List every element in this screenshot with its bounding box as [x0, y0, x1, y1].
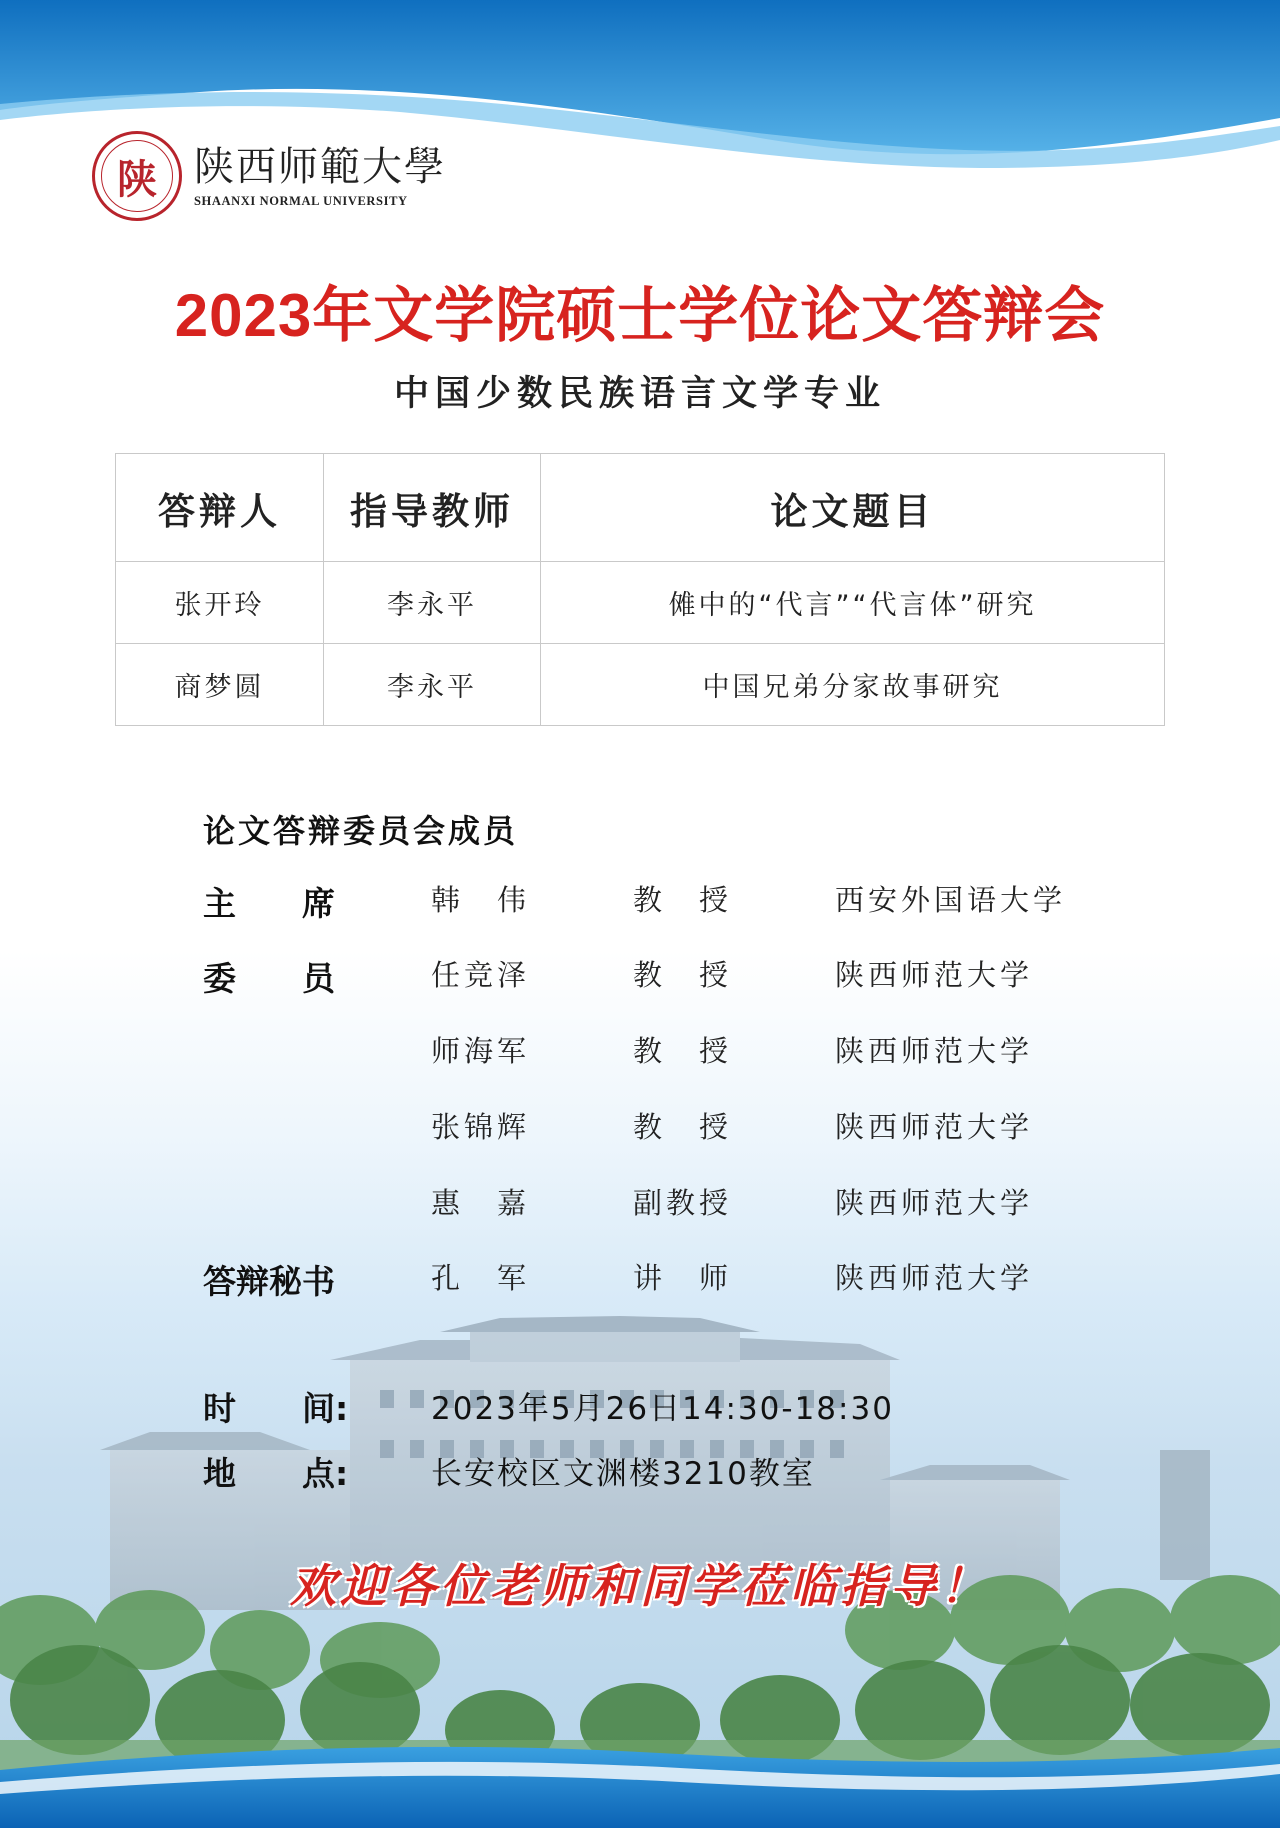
defense-table — [115, 453, 1165, 726]
welcome-banner: 欢迎各位老师和同学莅临指导！ — [290, 1559, 990, 1613]
committee-member-row — [0, 1181, 1280, 1221]
advisor-name: 李永平 — [324, 644, 541, 726]
committee-member-row — [0, 953, 1280, 998]
member-institution: 陕西师范大学 — [835, 958, 1034, 992]
member-institution: 陕西师范大学 — [835, 1186, 1034, 1220]
thesis-title: 中国兄弟分家故事研究 — [541, 644, 1165, 726]
table-header-row — [116, 454, 1165, 562]
place-value: 长安校区文渊楼3210教室 — [431, 1456, 815, 1492]
place-label: 地 点: — [203, 1454, 349, 1493]
university-name-cn: 陕西师範大學 — [194, 143, 446, 190]
member-title: 教 授 — [633, 883, 733, 917]
header-thesis-title: 论文题目 — [541, 454, 1165, 562]
time-value: 2023年5月26日14:30-18:30 — [431, 1391, 894, 1427]
defender-name: 商梦圆 — [116, 644, 324, 726]
time-row — [0, 1383, 1280, 1428]
member-role: 答辩秘书 — [203, 1262, 335, 1301]
committee-member-row — [0, 1029, 1280, 1069]
table-row — [116, 562, 1165, 644]
committee-heading: 论文答辩委员会成员 — [203, 812, 519, 850]
member-institution: 陕西师范大学 — [835, 1261, 1034, 1295]
member-institution: 西安外国语大学 — [835, 883, 1067, 917]
member-role: 主 席 — [203, 884, 335, 923]
member-title: 教 授 — [633, 958, 733, 992]
member-name: 师海军 — [431, 1034, 531, 1068]
university-seal-icon: 陕 — [92, 131, 182, 221]
defender-name: 张开玲 — [116, 562, 324, 644]
header-advisor: 指导教师 — [324, 454, 541, 562]
member-institution: 陕西师范大学 — [835, 1110, 1034, 1144]
page-subtitle: 中国少数民族语言文学专业 — [393, 374, 886, 414]
member-name: 惠 嘉 — [431, 1186, 531, 1220]
place-row — [0, 1448, 1280, 1493]
member-name: 韩 伟 — [431, 883, 531, 917]
advisor-name: 李永平 — [324, 562, 541, 644]
page-title: 2023年文学院硕士学位论文答辩会 — [174, 282, 1106, 349]
committee-member-row — [0, 878, 1280, 923]
member-title: 教 授 — [633, 1034, 733, 1068]
committee-member-row — [0, 1256, 1280, 1301]
university-name-en: SHAANXI NORMAL UNIVERSITY — [194, 193, 408, 208]
member-institution: 陕西师范大学 — [835, 1034, 1034, 1068]
university-logo — [92, 131, 446, 221]
member-role: 委 员 — [203, 959, 335, 998]
thesis-title: 傩中的“代言”“代言体”研究 — [541, 562, 1165, 644]
member-name: 孔 军 — [431, 1261, 531, 1295]
table-row — [116, 644, 1165, 726]
member-name: 任竞泽 — [431, 958, 531, 992]
member-title: 副教授 — [633, 1186, 733, 1220]
committee-member-row — [0, 1105, 1280, 1145]
time-label: 时 间: — [203, 1389, 349, 1428]
member-name: 张锦辉 — [431, 1110, 531, 1144]
header-defender: 答辩人 — [116, 454, 324, 562]
member-title: 教 授 — [633, 1110, 733, 1144]
member-title: 讲 师 — [633, 1261, 733, 1295]
